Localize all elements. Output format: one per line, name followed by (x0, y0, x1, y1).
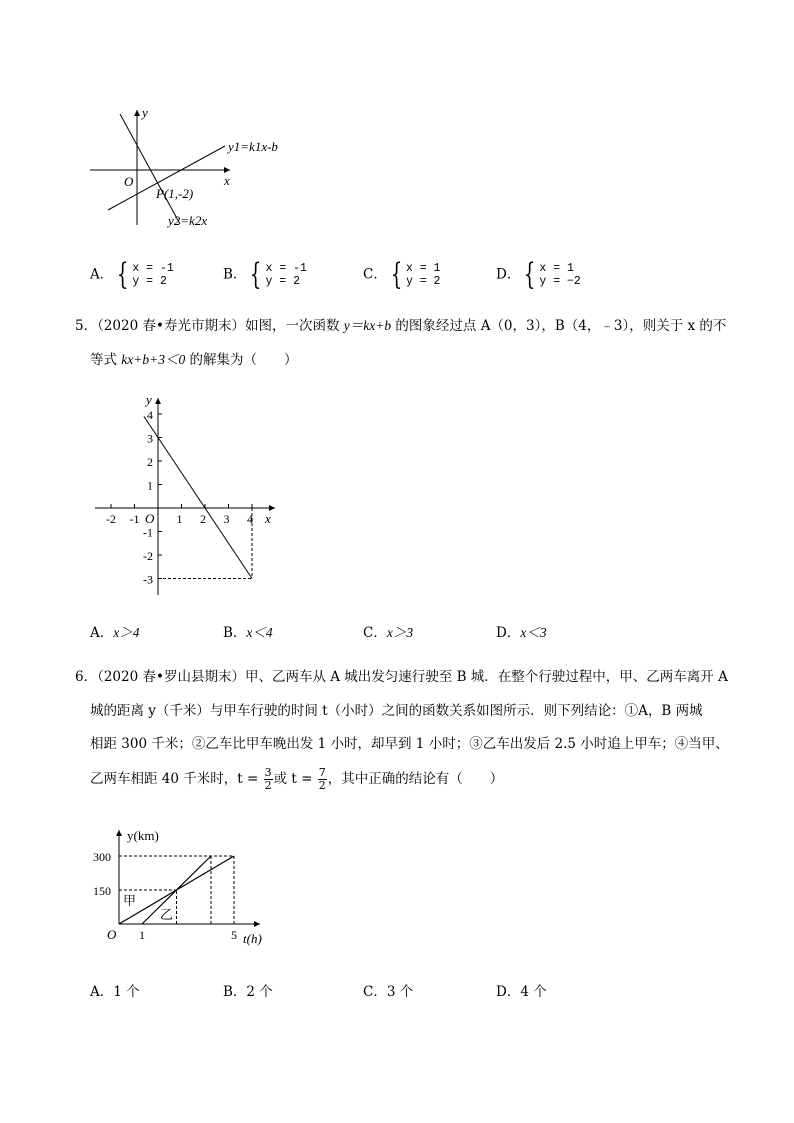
q6-origin-label: O (107, 927, 117, 942)
q5-x-tick-label: 1 (176, 512, 183, 526)
q4-point-label: P(1,-2) (156, 186, 194, 201)
q6-y-tick-label: 150 (93, 883, 111, 898)
q6-option-a[interactable]: A．1 个 (90, 984, 140, 1000)
q4-line1-label: y1=k1x-b (228, 139, 278, 154)
q5-y-label: y (146, 392, 152, 407)
q6-fraction-7-2: $\frac{7}{2}$ (318, 766, 326, 792)
q5-stem-line2: 等式 kx+b+3＜0 的解集为（ ） (90, 352, 298, 368)
q5-x-tick-label: 2 (200, 512, 206, 526)
q6-x-label: t(h) (243, 931, 262, 946)
q5-option-b[interactable]: B．x＜4 (223, 625, 273, 641)
q4-option-c[interactable]: C． { x = 1 y = 2 (363, 257, 441, 292)
q4-option-d[interactable]: D． { x = 1 y = −2 (496, 257, 581, 292)
q6-y-label: y(km) (127, 828, 159, 843)
q6-graph (85, 825, 275, 950)
q5-y-tick-label: 1 (147, 478, 153, 493)
q5-x-label: x (265, 511, 271, 526)
q5-x-tick-label: -1 (129, 512, 140, 526)
q5-x-tick-label: -2 (106, 512, 116, 526)
q6-stem-line1: 6．（2020 春•罗山县期末）甲、乙两车从 A 城出发匀速行驶至 B 城．在整个行驶过程中，甲、乙两车离开 A (75, 669, 728, 685)
q5-origin-label: O (145, 511, 155, 526)
q6-stem-line2: 城的距离 y（千米）与甲车行驶的时间 t（小时）之间的函数关系如图所示．则下列结论：①A，B 两城 (90, 703, 703, 719)
q5-y-tick-label: -2 (143, 549, 153, 563)
q4-graph (80, 100, 300, 235)
q4-option-b[interactable]: B． { x = -1 y = 2 (223, 257, 307, 292)
q6-stem-line3: 相距 300 千米；②乙车比甲车晚出发 1 小时，却早到 1 小时；③乙车出发后 2.5 小时追上甲车；④当甲、 (90, 736, 729, 752)
q5-option-d[interactable]: D．x＜3 (496, 625, 547, 641)
q4-line-y2 (120, 114, 180, 224)
q5-y-tick-label: -3 (143, 572, 153, 587)
q5-x-tick-label: 3 (223, 512, 230, 526)
q5-graph (90, 390, 290, 600)
q5-y-tick-label: -1 (143, 525, 153, 540)
q5-option-c[interactable]: C．x＞3 (363, 625, 414, 641)
q4-option-a[interactable]: A． { x = -1 y = 2 (90, 257, 174, 292)
q5-function-line (144, 416, 252, 578)
q6-y-tick-label: 300 (93, 849, 111, 864)
q5-stem-line1: 5．（2020 春•寿光市期末）如图，一次函数 y＝kx+b 的图象经过点 A（0，3），B（4，﹣3），则关于 x 的不 (75, 318, 727, 334)
q4-line2-label: y2=k2x (168, 213, 208, 228)
q6-stem-line4: 乙两车相距 40 千米时，t = $\frac{3}{2}$ 或 t = $\frac{7}{2}$ ，其中正确的结论有（ ） (90, 766, 504, 792)
q6-series-jia-label: 甲 (123, 893, 137, 908)
q5-y-tick-label: 3 (147, 431, 153, 446)
q6-option-d[interactable]: D．4 个 (496, 984, 547, 1000)
q4-origin-label: O (124, 174, 134, 189)
q4-x-label: x (224, 173, 230, 188)
q6-option-c[interactable]: C．3 个 (363, 984, 414, 1000)
q5-x-tick-label: 4 (247, 512, 253, 526)
q5-y-tick-label: 4 (147, 408, 153, 422)
q6-x-tick-label: 5 (231, 928, 237, 942)
q4-y-label: y (142, 105, 148, 120)
q6-option-b[interactable]: B．2 个 (223, 984, 273, 1000)
q6-fraction-3-2: $\frac{3}{2}$ (264, 766, 272, 792)
q6-series-yi-label: 乙 (160, 907, 174, 922)
q5-y-tick-label: 2 (147, 455, 153, 469)
q6-x-tick-label: 1 (139, 928, 145, 942)
q5-option-a[interactable]: A．x＞4 (90, 625, 140, 641)
